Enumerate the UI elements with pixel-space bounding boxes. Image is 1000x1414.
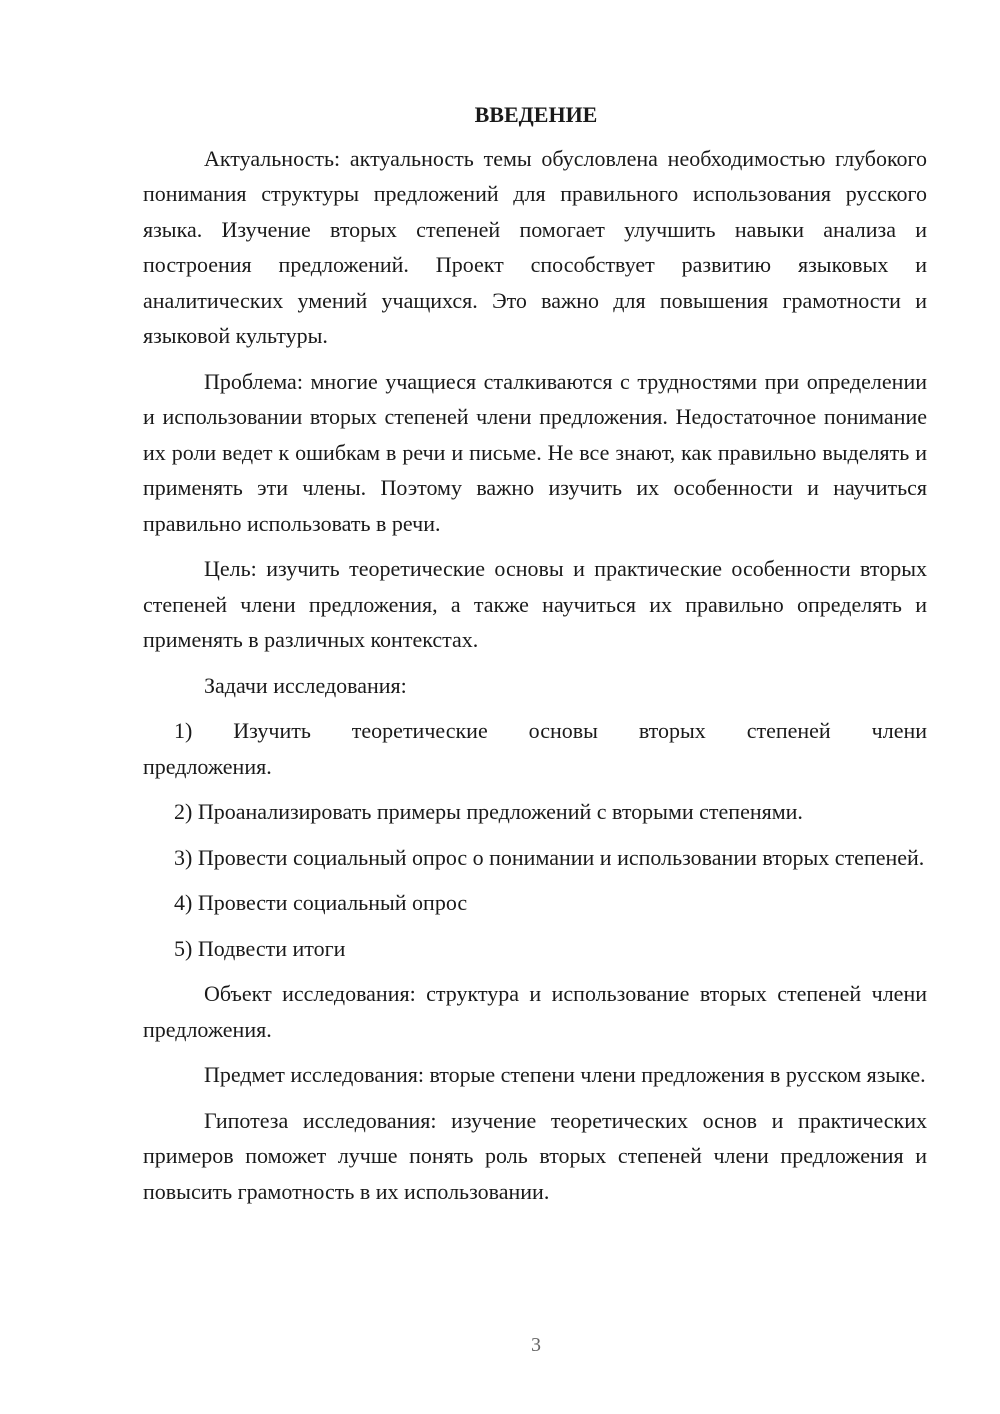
task-item-3: 3) Провести социальный опрос о понимании и использовании вторых степеней. <box>174 844 925 870</box>
goal-paragraph: Цель: изучить теоретические основы и практические особенности вторых степеней члени предложения, а также научиться их правильно определять и применять в различных контекстах. <box>143 556 927 652</box>
page-content <box>143 97 927 1219</box>
page-title: ВВЕДЕНИЕ <box>474 102 598 127</box>
subject-paragraph: Предмет исследования: вторые степени члени предложения в русском языке. <box>204 1062 926 1087</box>
task-item-2: 2) Проанализировать примеры предложений с вторыми степенями. <box>174 799 803 824</box>
task-item-1: 1) Изучить теоретические основы вторых степеней члени предложения. <box>143 718 927 779</box>
object-paragraph: Объект исследования: структура и использование вторых степеней члени предложения. <box>143 981 927 1042</box>
relevance-paragraph: Актуальность: актуальность темы обусловлена необходимостью глубокого понимания структуры предложений для правильного использования русского языка. Изучение вторых степеней помогает улучшить навыки анализа и построения предложений. Проект способствует развитию языковых и аналитических умений учащихся. Это важно для повышения грамотности и языковой культуры. <box>143 145 927 348</box>
hypothesis-paragraph: Гипотеза исследования: изучение теоретических основ и практических примеров поможет лучше понять роль вторых степеней члени предложения и повысить грамотность в их использовании. <box>143 1107 927 1204</box>
tasks-heading: Задачи исследования: <box>204 672 407 698</box>
page-number: 3 <box>531 1334 541 1356</box>
task-item-4: 4) Провести социальный опрос <box>174 890 468 915</box>
problem-paragraph: Проблема: многие учащиеся сталкиваются с трудностями при определении и использовании вторых степеней члени предложения. Недостаточное понимание их роли ведет к ошибкам в речи и письме. Не все знают, как правильно выделять и применять эти члены. Поэтому важно изучить их особенности и научиться правильно использовать в речи. <box>143 368 927 536</box>
task-item-5: 5) Подвести итоги <box>174 935 346 961</box>
